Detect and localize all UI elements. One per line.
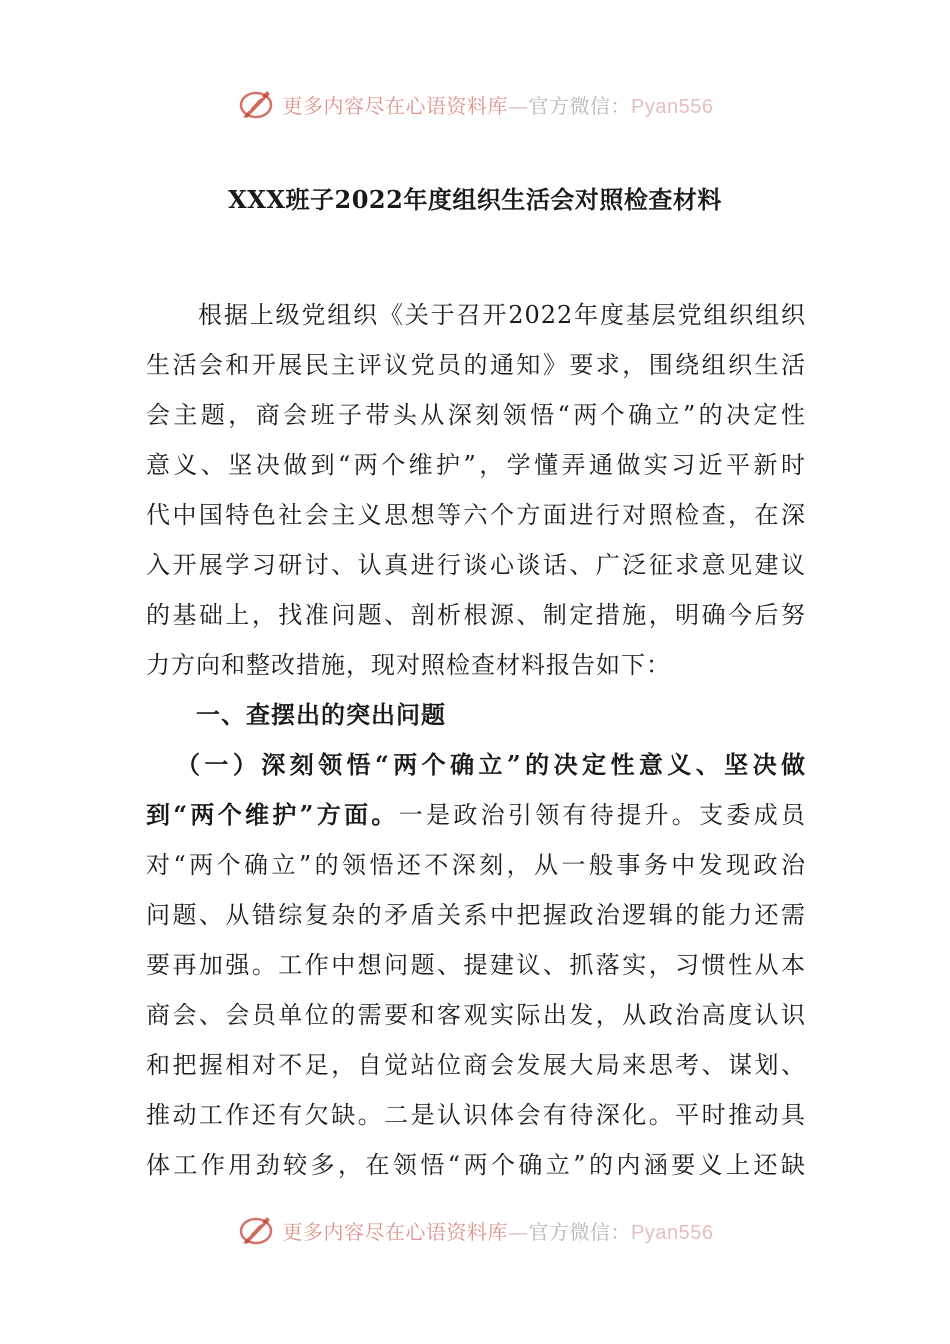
paragraph-line bbox=[146, 790, 806, 840]
paragraph-line: 意义、坚决做到“两个维护”，学懂弄通做实习近平新时 bbox=[146, 451, 806, 479]
watermark-text: 更多内容尽在心语资料库—官方微信：Pyan556 bbox=[282, 1219, 714, 1244]
paragraph-line: 入开展学习研讨、认真进行谈心谈话、广泛征求意见建议 bbox=[146, 551, 806, 579]
subsection-heading: （一）深刻领悟“两个确立”的决定性意义、坚决做 bbox=[176, 750, 806, 779]
paragraph-line: 根据上级党组织《关于召开2022年度基层党组织组织 bbox=[198, 301, 806, 329]
paragraph-line: 体工作用劲较多，在领悟“两个确立”的内涵要义上还缺 bbox=[146, 1151, 806, 1179]
document-title: XXX班子2022年度组织生活会对照检查材料 bbox=[228, 185, 722, 214]
quill-logo-icon bbox=[237, 87, 277, 121]
header-watermark bbox=[0, 84, 950, 124]
paragraph-line: 要再加强。工作中想问题、提建议、抓落实，习惯性从本 bbox=[146, 951, 806, 979]
section-heading: 一、查摆出的突出问题 bbox=[196, 700, 446, 729]
paragraph-line: 生活会和开展民主评议党员的通知》要求，围绕组织生活 bbox=[146, 351, 806, 379]
footer-watermark bbox=[0, 1210, 950, 1250]
paragraph-line: 问题、从错综复杂的矛盾关系中把握政治逻辑的能力还需 bbox=[146, 901, 806, 929]
document-body bbox=[146, 290, 806, 1190]
quill-logo-icon bbox=[237, 1213, 277, 1247]
paragraph-line: 力方向和整改措施，现对照检查材料报告如下： bbox=[146, 651, 671, 679]
paragraph-line: 代中国特色社会主义思想等六个方面进行对照检查，在深 bbox=[146, 501, 806, 529]
paragraph-text: 一是政治引领有待提升。支委成员 bbox=[398, 801, 807, 829]
paragraph-line: 会主题，商会班子带头从深刻领悟“两个确立”的决定性 bbox=[146, 401, 806, 429]
paragraph-line: 商会、会员单位的需要和客观实际出发，从政治高度认识 bbox=[146, 1001, 806, 1029]
subsection-heading-tail: 到“两个维护”方面。 bbox=[146, 800, 399, 829]
paragraph-line: 推动工作还有欠缺。二是认识体会有待深化。平时推动具 bbox=[146, 1101, 806, 1129]
watermark-text: 更多内容尽在心语资料库—官方微信：Pyan556 bbox=[282, 93, 714, 118]
paragraph-line: 对“两个确立”的领悟还不深刻，从一般事务中发现政治 bbox=[146, 851, 806, 879]
paragraph-line: 和把握相对不足，自觉站位商会发展大局来思考、谋划、 bbox=[146, 1051, 806, 1079]
paragraph-line: 的基础上，找准问题、剖析根源、制定措施，明确今后努 bbox=[146, 601, 806, 629]
